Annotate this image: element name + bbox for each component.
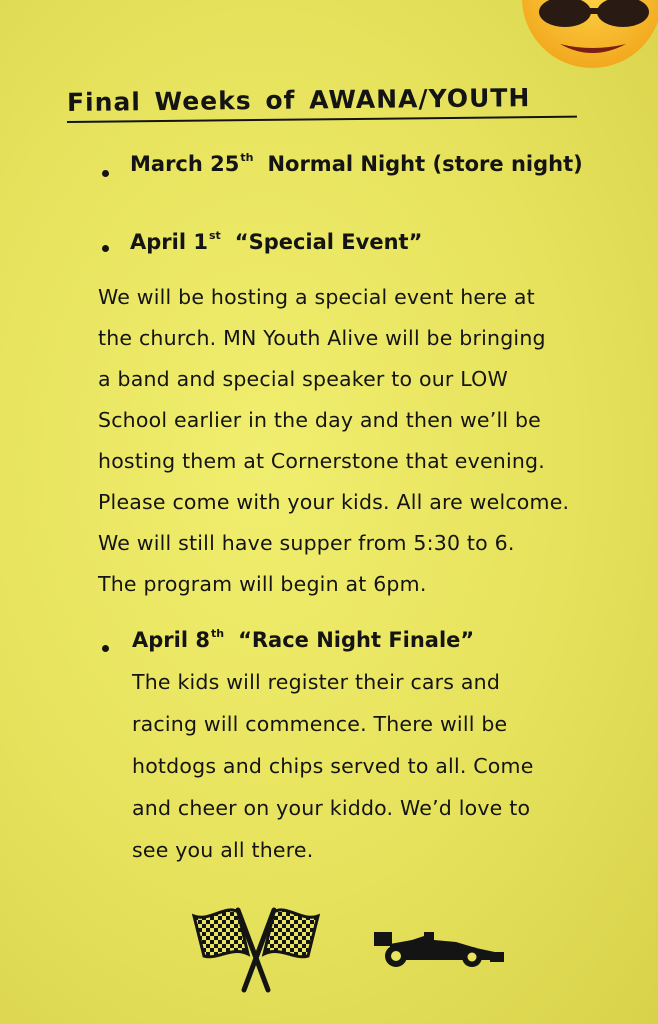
item-3-date-suffix: th [210, 627, 225, 640]
item-1-date-suffix: th [240, 151, 254, 164]
title-underline [67, 116, 577, 123]
item-3-body-line: racing will commence. There will be [132, 712, 508, 736]
item-3-body-line: and cheer on your kiddo. We’d love to [132, 796, 531, 820]
sunglasses-smiley-icon [520, 0, 658, 78]
bullet-3 [102, 645, 109, 652]
item-1-label: Normal Night (store night) [267, 152, 583, 176]
item-2-body-line: the church. MN Youth Alive will be bringing [98, 326, 546, 350]
item-3-label: “Race Night Finale” [238, 628, 475, 652]
item-3-date: April 8 [132, 628, 210, 652]
item-3-heading [132, 628, 474, 652]
item-2-body-line: a band and special speaker to our LOW [98, 367, 508, 391]
item-1-date: March 25 [130, 152, 240, 176]
bullet-1 [102, 170, 109, 177]
bullet-2 [102, 245, 109, 252]
item-3-body-line: see you all there. [132, 838, 314, 862]
item-2-label: “Special Event” [234, 230, 423, 254]
item-2-body-line: We will still have supper from 5:30 to 6. [98, 531, 515, 555]
item-2-body-line: The program will begin at 6pm. [98, 572, 427, 596]
item-2-body-line: School earlier in the day and then we’ll be [98, 408, 541, 432]
race-car-icon [372, 926, 508, 970]
item-2-date-suffix: st [208, 229, 221, 242]
item-1-heading [130, 152, 583, 176]
item-2-body-line: We will be hosting a special event here at [98, 285, 535, 309]
item-2-body-line: Please come with your kids. All are welcome. [98, 490, 570, 514]
item-2-date-text: April 1 [130, 230, 208, 254]
flyer-title: Final Weeks of AWANA/YOUTH [66, 83, 531, 117]
item-3-body-line: The kids will register their cars and [132, 670, 501, 694]
checkered-flags-icon [186, 900, 326, 994]
item-2-heading [130, 230, 422, 254]
item-3-body-line: hotdogs and chips served to all. Come [132, 754, 534, 778]
item-2-body-line: hosting them at Cornerstone that evening. [98, 449, 545, 473]
